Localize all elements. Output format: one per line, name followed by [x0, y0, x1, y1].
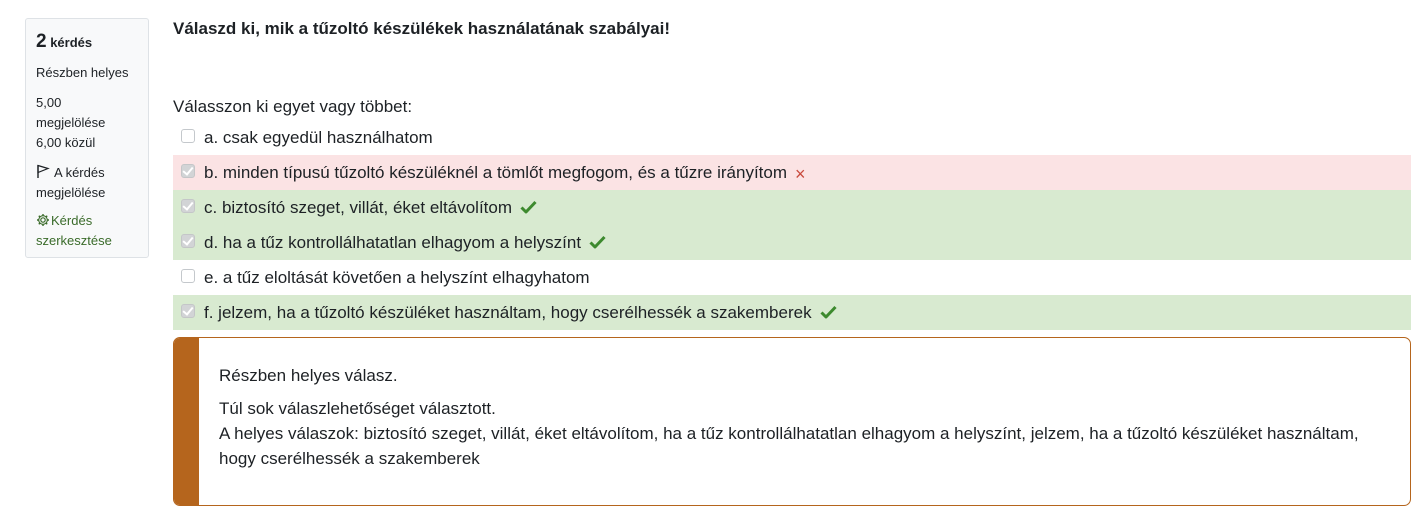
correct-icon	[589, 226, 606, 261]
question-grade	[36, 93, 138, 153]
question-number-value: 2	[36, 31, 47, 52]
answer-label: a. csak egyedül használhatom	[204, 128, 433, 147]
answer-checkbox[interactable]	[181, 234, 195, 248]
grade-line: megjelölése	[36, 115, 106, 130]
answer-option-a	[173, 120, 1411, 155]
answer-prompt: Válasszon ki egyet vagy többet:	[173, 97, 413, 116]
question-number-label: kérdés	[50, 35, 93, 50]
answer-list	[173, 120, 1411, 330]
answer-option-f	[173, 295, 1411, 330]
question-text: Válaszd ki, mik a tűzoltó készülékek használatának szabályai!	[173, 19, 670, 38]
answer-checkbox[interactable]	[181, 304, 195, 318]
incorrect-icon: ×	[795, 163, 806, 184]
question-number	[36, 30, 138, 55]
answer-label: f. jelzem, ha a tűzoltó készüléket használtam, hogy cserélhessék a szakemberek	[204, 303, 812, 322]
flag-label: A kérdés	[54, 165, 105, 180]
feedback-accent-bar	[174, 338, 199, 505]
answer-checkbox[interactable]	[181, 129, 195, 143]
flag-label: megjelölése	[36, 185, 106, 200]
answer-checkbox[interactable]	[181, 164, 195, 178]
feedback-body	[219, 363, 1390, 471]
feedback-box	[173, 337, 1411, 506]
gear-icon	[36, 213, 50, 227]
edit-question-link[interactable]	[36, 211, 138, 251]
grade-line: 5,00	[36, 95, 62, 110]
answer-label: b. minden típusú tűzoltó készüléknél a tömlőt megfogom, és a tűzre irányítom	[204, 163, 788, 182]
flag-icon	[36, 164, 50, 179]
edit-label: szerkesztése	[36, 233, 112, 248]
answer-label: d. ha a tűz kontrollálhatatlan elhagyom a helyszínt	[204, 233, 582, 252]
feedback-right-answers: A helyes válaszok: biztosító szeget, villát, éket eltávolítom, ha a tűz kontrollálhatatlan elhagyom a helyszínt, jelzem, ha a tűzoltó készüléket használtam,	[219, 424, 1359, 443]
edit-label: Kérdés	[51, 213, 93, 228]
answer-label: c. biztosító szeget, villát, éket eltávolítom	[204, 198, 513, 217]
flag-question-link[interactable]	[36, 163, 138, 203]
question-state: Részben helyes	[36, 65, 129, 80]
answer-option-d	[173, 225, 1411, 260]
answer-option-c	[173, 190, 1411, 225]
correct-icon	[520, 191, 537, 226]
feedback-right-answers-cont: hogy cserélhessék a szakemberek	[219, 449, 480, 468]
correct-icon	[820, 296, 837, 331]
feedback-too-many: Túl sok válaszlehetőséget választott.	[219, 399, 496, 418]
feedback-partial: Részben helyes válasz.	[219, 366, 398, 385]
answer-checkbox[interactable]	[181, 199, 195, 213]
question-info-panel	[25, 18, 149, 258]
answer-option-b	[173, 155, 1411, 190]
answer-checkbox[interactable]	[181, 269, 195, 283]
answer-label: e. a tűz eloltását követően a helyszínt elhagyhatom	[204, 268, 590, 287]
grade-line: 6,00 közül	[36, 135, 96, 150]
answer-option-e	[173, 260, 1411, 295]
